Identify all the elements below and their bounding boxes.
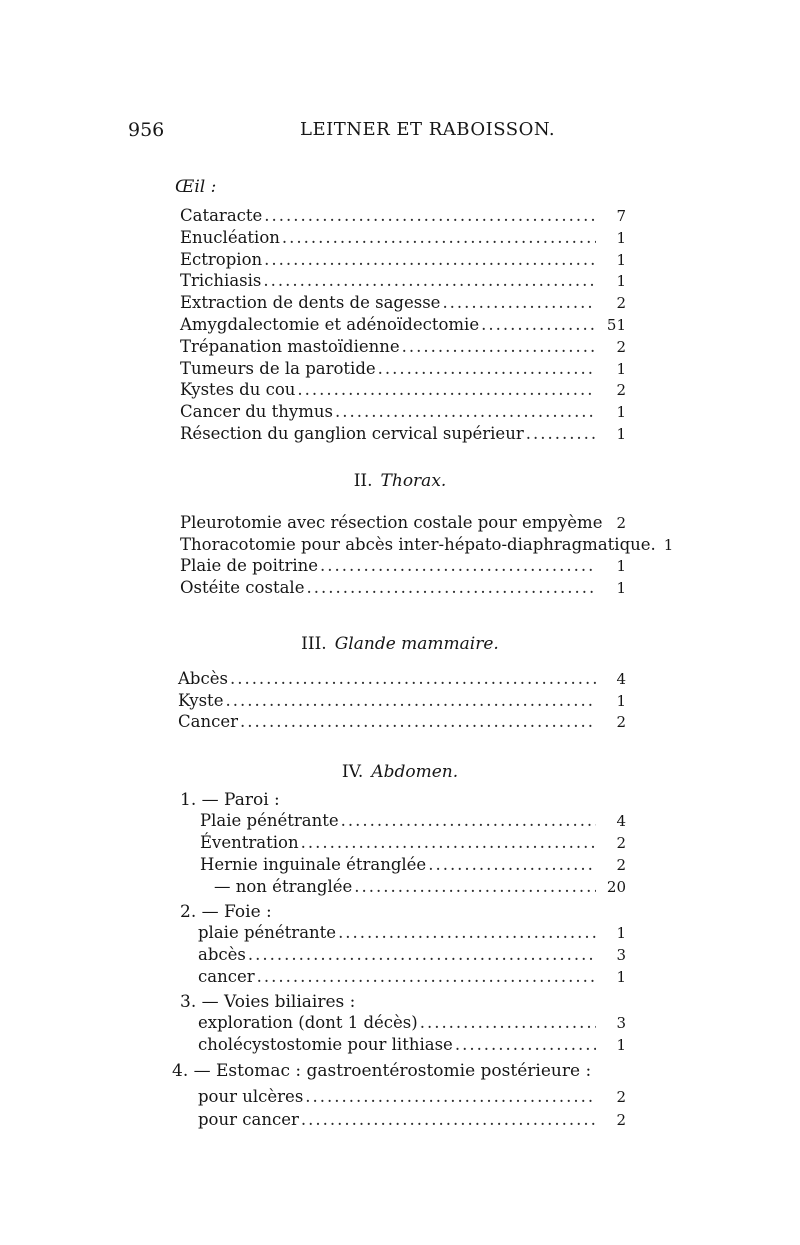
- entry-label: Éventration: [200, 833, 299, 852]
- entry-row: [180, 249, 626, 270]
- entry-count: 3: [616, 1014, 626, 1032]
- dot-leader: [263, 270, 596, 291]
- entry-row: [198, 1109, 626, 1130]
- entry-row: [178, 711, 626, 732]
- entry-label: Kyste: [178, 690, 224, 710]
- entry-count: 51: [606, 316, 626, 334]
- entry-label: Extraction de dents de sagesse: [180, 293, 441, 313]
- entry-count: 1: [616, 968, 626, 986]
- dot-leader: [428, 854, 596, 875]
- entry-count: 1: [616, 924, 626, 942]
- dot-leader: [402, 336, 596, 357]
- entry-label: exploration (dont 1 décès): [198, 1013, 418, 1032]
- entry-count: 2: [616, 1111, 626, 1129]
- section-title-abdomen: IV. Abdomen.: [341, 762, 459, 782]
- section-title-glande-mammaire: III. Glande mammaire.: [301, 634, 499, 654]
- entry-count: 2: [616, 1088, 626, 1106]
- entry-row: [198, 1086, 626, 1107]
- entry-label: Amygdalectomie et adénoïdectomie: [180, 315, 480, 334]
- dot-leader: [282, 227, 596, 248]
- entry-row: [198, 1012, 626, 1033]
- entry-row: [180, 292, 626, 313]
- entry-row: [178, 690, 626, 711]
- entry-label: Pleurotomie avec résection costale pour empyème: [180, 513, 603, 532]
- entry-row: [180, 534, 674, 555]
- dot-leader: [301, 1109, 596, 1130]
- entry-label: Cataracte: [180, 206, 263, 225]
- entry-count: 4: [616, 670, 626, 688]
- entry-count: 1: [616, 578, 626, 597]
- entry-row: [198, 966, 626, 987]
- entry-count: 20: [606, 878, 626, 896]
- dot-leader: [378, 358, 596, 379]
- dot-leader: [306, 577, 596, 598]
- entry-label: Plaie de poitrine: [180, 556, 319, 575]
- entry-label: Thoracotomie pour abcès inter-hépato-diaphragmatique.: [180, 534, 656, 554]
- entry-row: [180, 401, 626, 422]
- dot-leader: [264, 205, 596, 226]
- running-head: LEITNER ET RABOISSON.: [300, 119, 556, 140]
- dot-leader: [481, 314, 596, 335]
- section-heading-oeil: Œil :: [175, 177, 217, 197]
- entry-row: [200, 810, 626, 831]
- dot-leader: [526, 423, 596, 444]
- entry-label: Ostéite costale: [180, 577, 305, 597]
- entry-count: 1: [616, 250, 626, 269]
- entry-count: 1: [616, 359, 626, 378]
- entry-label: Résection du ganglion cervical supérieur: [180, 424, 524, 443]
- entry-count: 1: [616, 1036, 626, 1054]
- dot-leader: [225, 690, 596, 711]
- dot-leader: [297, 379, 596, 400]
- entry-label: Enucléation: [180, 227, 280, 247]
- dot-leader: [320, 555, 596, 576]
- entry-label: Tumeurs de la parotide: [180, 358, 376, 378]
- dot-leader: [248, 944, 596, 965]
- entry-label: pour cancer: [198, 1110, 299, 1129]
- dot-leader: [301, 832, 596, 853]
- entry-row: [180, 555, 626, 576]
- entry-row: [180, 270, 626, 291]
- entry-label: Ectropion: [180, 249, 263, 269]
- entry-row: [180, 512, 626, 533]
- entry-row: [180, 577, 626, 598]
- dot-leader: [420, 1012, 596, 1033]
- entry-row: [198, 944, 626, 965]
- page-number: 956: [128, 119, 165, 141]
- entry-label: — non étranglée: [214, 877, 353, 896]
- entry-label: Abcès: [178, 669, 228, 688]
- entry-count: 1: [616, 557, 626, 575]
- entry-count: 2: [616, 514, 626, 532]
- dot-leader: [455, 1034, 596, 1055]
- entry-label: cholécystostomie pour lithiase: [198, 1035, 453, 1054]
- entry-label: pour ulcères: [198, 1087, 304, 1106]
- dot-leader: [442, 292, 596, 313]
- entry-label: Cancer du thymus: [180, 402, 333, 422]
- entry-label: Plaie pénétrante: [200, 811, 339, 830]
- entry-count: 2: [616, 381, 626, 400]
- entry-row: [180, 358, 626, 379]
- entry-row: [200, 854, 626, 875]
- dot-leader: [264, 249, 596, 270]
- entry-count: 2: [616, 856, 626, 874]
- subsection-heading-estomac: 4. — Estomac : gastroentérostomie postérieure :: [172, 1061, 592, 1081]
- entry-count: 7: [616, 207, 626, 225]
- subsection-heading-paroi: 1. — Paroi :: [180, 790, 280, 810]
- entry-row: [198, 922, 626, 943]
- dot-leader: [341, 810, 596, 831]
- dot-leader: [354, 876, 596, 897]
- entry-label: Trichiasis: [180, 271, 262, 291]
- entry-row: [200, 876, 626, 897]
- entry-row: [198, 1034, 626, 1055]
- section-title-thorax: II. Thorax.: [353, 471, 447, 491]
- entry-count: 1: [616, 228, 626, 247]
- entry-row: [180, 314, 626, 335]
- entry-row: [178, 668, 626, 689]
- entry-row: [180, 227, 626, 248]
- subsection-heading-foie: 2. — Foie :: [180, 902, 272, 922]
- entry-row: [180, 423, 626, 444]
- entry-count: 1: [616, 425, 626, 443]
- entry-count: 4: [616, 812, 626, 830]
- entry-row: [180, 205, 626, 226]
- dot-leader: [305, 1086, 596, 1107]
- entry-count: 2: [616, 337, 626, 356]
- entry-label: Trépanation mastoïdienne: [180, 336, 400, 356]
- entry-count: 1: [616, 691, 626, 710]
- entry-count: 1: [616, 272, 626, 291]
- dot-leader: [257, 966, 596, 987]
- dot-leader: [338, 922, 596, 943]
- subsection-heading-voies-biliaires: 3. — Voies biliaires :: [180, 992, 356, 1012]
- entry-count: 1: [616, 403, 626, 422]
- entry-label: Cancer: [178, 712, 238, 731]
- entry-row: [180, 336, 626, 357]
- entry-label: abcès: [198, 945, 246, 964]
- entry-label: cancer: [198, 967, 255, 986]
- entry-label: Kystes du cou: [180, 380, 296, 400]
- entry-count: 3: [616, 946, 626, 964]
- entry-count: 1: [663, 535, 674, 554]
- dot-leader: [240, 711, 596, 732]
- entry-count: 2: [616, 713, 626, 731]
- entry-label: plaie pénétrante: [198, 923, 337, 942]
- entry-count: 2: [616, 834, 626, 852]
- entry-label: Hernie inguinale étranglée: [200, 855, 427, 874]
- dot-leader: [335, 401, 596, 422]
- entry-row: [200, 832, 626, 853]
- entry-row: [180, 379, 626, 400]
- entry-count: 2: [616, 294, 626, 313]
- dot-leader: [230, 668, 596, 689]
